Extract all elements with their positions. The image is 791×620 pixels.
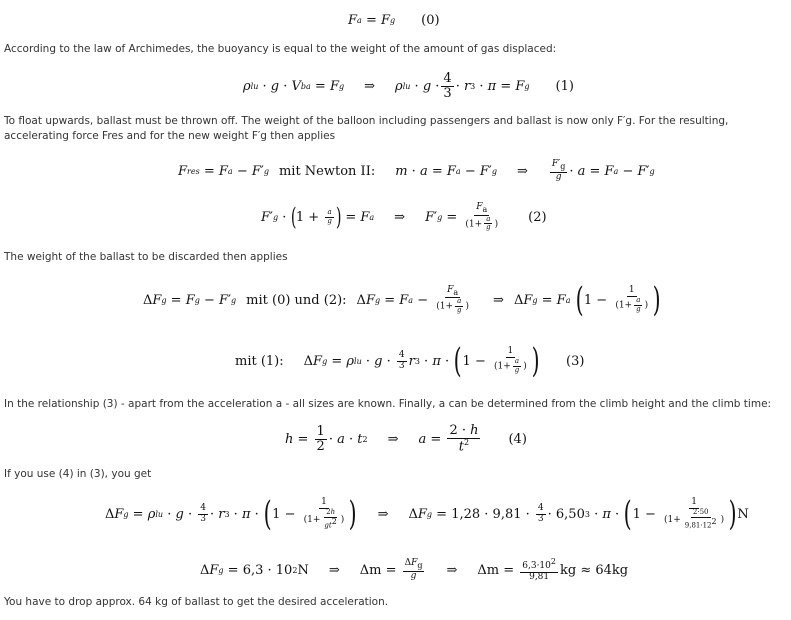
result-exponent: 2: [292, 565, 298, 575]
equation-tag: (2): [528, 209, 547, 225]
mass-final: kg ≈ 64kg: [559, 562, 629, 578]
paragraph-ballast-weight: The weight of the ballast to be discarded then applies: [4, 251, 288, 263]
paragraph-substitution: If you use (4) in (3), you get: [4, 468, 152, 480]
equation-mid-text: mit Newton II:: [278, 163, 376, 179]
paragraph-ballast: To float upwards, ballast must be thrown off. The weight of the balloon including passengers and ballast is now only F′g. For the resulting, accelerating force Fres and for the new weight F′g then applies: [4, 115, 729, 142]
equation-0: F a = F g (0): [348, 13, 440, 28]
equation-fres: F res = F a − F ′ g mit Newton II: m · a = F a − F ′ g ⇒ $\frac{F'_g}{g}$ · a = F a − F ′ g: [178, 159, 655, 182]
mass-numerator: 6,3·10: [522, 561, 551, 571]
equation-4: h = $\frac{1}{2}$ · a · t 2 ⇒ a = $\frac{2 \cdot h}{t^2}$ (4): [285, 423, 527, 455]
paragraph-conclusion: You have to drop approx. 64 kg of ballast to get the desired acceleration.: [4, 596, 389, 608]
unit-newton: N: [737, 506, 749, 522]
equation-1: ρ lu · g · V ba = F g ⇒ ρ lu · g · $\frac{4}{3}$ · r 3 · π = F g (1): [243, 71, 574, 102]
equation-tag: (0): [421, 13, 440, 28]
equation-mid-text: mit (0) und (2):: [246, 292, 347, 308]
mass-denominator: 9,81: [529, 571, 550, 582]
paragraph-relationship: In the relationship (3) - apart from the acceleration a - all sizes are known. Finally, a can be determined from the climb height and the climb time:: [4, 398, 772, 410]
equation-3: mit (1): Δ F g = ρ lu · g · $\frac{4}{3}$ r 3 · π · ( 1 − 1 (1+ $\frac{a}{g}$ ) ) (3): [235, 341, 585, 381]
radius-value: 6,50: [555, 506, 585, 522]
equation-tag: (1): [555, 79, 574, 95]
time-value: 9,81·12: [684, 521, 712, 530]
equation-tag: (4): [508, 431, 527, 447]
result-unit: N: [297, 562, 309, 578]
equation-result: Δ F g = 6,3 · 10 2 N ⇒ Δm = $\frac{\Delta F_g}{g}$ ⇒ Δm = $\frac{6,3\cdot 10^2}{9,81}$ kg ≈ 64kg: [200, 557, 629, 582]
equation-delta-fg: Δ F g = F g − F ′ g mit (0) und (2): Δ F g = F a − $F_a$ (1+ $\frac{a}{g}$ ) ⇒ Δ F g = F a ( 1 − 1 (1+ $\frac{a}{g}$ ) ): [143, 280, 661, 320]
equation-prefix: mit (1):: [235, 353, 284, 369]
numeric-factors: 1,28 · 9,81 ·: [451, 506, 530, 522]
equation-tag: (3): [566, 353, 585, 369]
paragraph-archimedes: According to the law of Archimedes, the buoyancy is equal to the weight of the amount of gas displaced:: [4, 43, 557, 55]
height-value: 2·50: [692, 508, 709, 517]
equation-2: F ′ g · ( 1 + $\frac{a}{g}$ ) = F a ⇒ F ′ g = $F_a$ (1+ $\frac{a}{g}$ ) (2): [261, 202, 547, 232]
result-value: 6,3 · 10: [242, 562, 293, 578]
equation-substituted: Δ F g = ρ lu · g · $\frac{4}{3}$ · r 3 · π · ( 1 − 1 (1+ $\frac{2h}{gt^2}$ ) ) ⇒ Δ F g = 1,28 · 9,81 · $\frac{4}{3}$ · 6,50 3 · π · ( 1 − 1 (1+ $\frac{2\cdot 50}{9,81\cdot 12^2}$ ) ) N: [105, 494, 749, 534]
